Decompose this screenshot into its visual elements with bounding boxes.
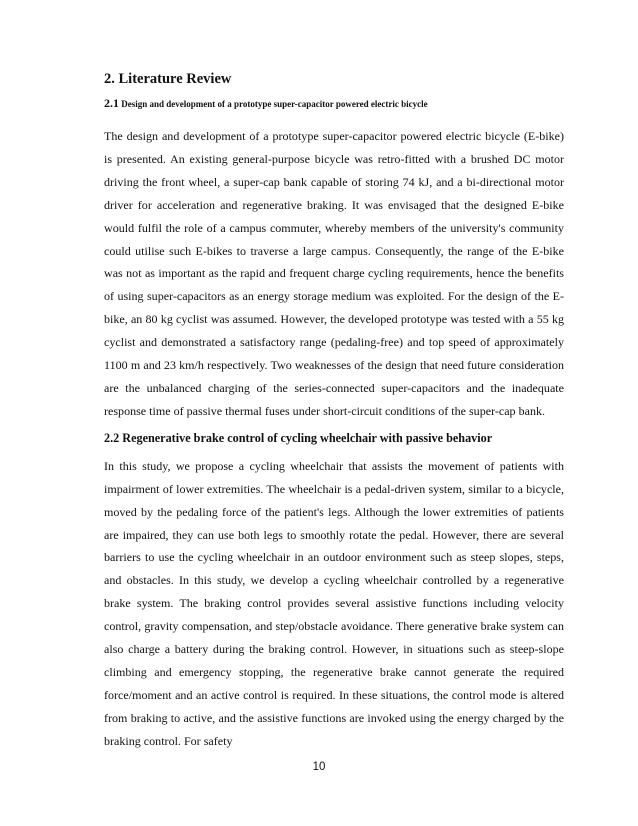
section-heading-2-1 bbox=[104, 96, 564, 111]
chapter-title: 2. Literature Review bbox=[104, 71, 232, 87]
section-heading-2-2: 2.2 Regenerative brake control of cycling wheelchair with passive behavior bbox=[104, 430, 493, 445]
section-title: Design and development of a prototype super-capacitor powered electric bicycle bbox=[121, 99, 428, 109]
page-content bbox=[104, 70, 564, 753]
paragraph-wheelchair: In this study, we propose a cycling wheelchair that assists the movement of patients with impairment of lower extremities. The wheelchair is a pedal-driven system, similar to a bicycle, moved by the pedaling force of the patient's legs. Although the lower extremities of patients are impaired, they can use both legs to smoothly rotate the pedal. However, there are several barriers to use the cycling wheelchair in an outdoor environment such as steep slopes, steps, and obstacles. In this study, we develop a cycling wheelchair controlled by a regenerative brake system. The braking control provides several assistive functions including velocity control, gravity compensation, and step/obstacle avoidance. There generative brake system can also charge a battery during the braking control. However, in situations such as steep-slope climbing and emergency stopping, the regenerative brake cannot generate the required force/moment and an active control is required. In these situations, the control mode is altered from braking to active, and the assistive functions are invoked using the energy charged by the braking control. For safety bbox=[104, 458, 564, 748]
section-number: 2.1 bbox=[104, 96, 119, 110]
paragraph-ebike: The design and development of a prototype super-capacitor powered electric bicycle (E-bike) is presented. An existing general-purpose bicycle was retro-fitted with a brushed DC motor driving the front wheel, a super-cap bank capable of storing 74 kJ, and a bi-directional motor driver for acceleration and regenerative braking. It was envisaged that the designed E-bike would fulfil the role of a campus commuter, whereby members of the university's community could utilise such E-bikes to traverse a large campus. Consequently, the range of the E-bike was not as important as the rapid and frequent charge cycling requirements, hence the benefits of using super-capacitors as an energy storage medium was exploited. For the design of the E-bike, an 80 kg cyclist was assumed. However, the developed prototype was tested with a 55 kg cyclist and demonstrated a satisfactory range (pedaling-free) and top speed of approximately 1100 m and 23 km/h respectively. Two weaknesses of the design that need future consideration are the unbalanced charging of the series-connected super-capacitors and the inadequate response time of passive thermal fuses under short-circuit conditions of the super-cap bank. bbox=[104, 129, 564, 418]
page-number: 10 bbox=[312, 761, 326, 773]
